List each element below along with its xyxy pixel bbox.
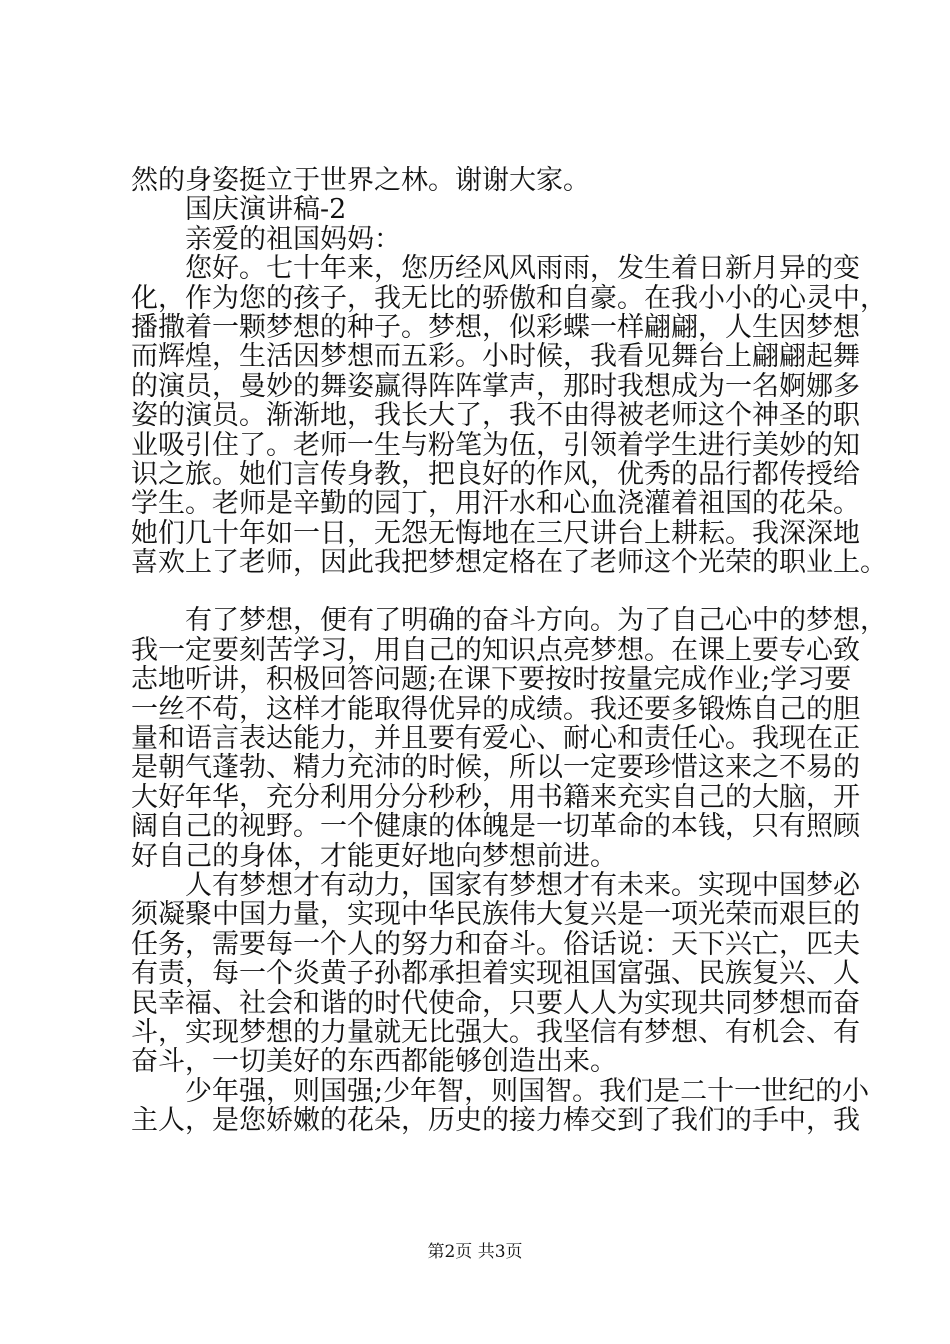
document-body [131, 165, 887, 1137]
text-line: 喜欢上了老师，因此我把梦想定格在了老师这个光荣的职业上。 [131, 547, 887, 579]
paragraph-gap [131, 577, 851, 606]
text-line: 我一定要刻苦学习，用自己的知识点亮梦想。在课上要专心致 [131, 634, 860, 666]
text-line: 大好年华，充分利用分分秒秒，用书籍来充实自己的大脑，开 [131, 781, 860, 813]
text-line: 好自己的身体，才能更好地向梦想前进。 [131, 840, 617, 872]
text-line: 她们几十年如一日，无怨无悔地在三尺讲台上耕耘。我深深地 [131, 517, 860, 549]
page-footer: 第2页 共3页 [427, 1242, 523, 1262]
text-line: 化，作为您的孩子，我无比的骄傲和自豪。在我小小的心灵中， [131, 282, 887, 314]
text-line: 阔自己的视野。一个健康的体魄是一切革命的本钱，只有照顾 [131, 811, 860, 843]
section-title: 国庆演讲稿-2 [185, 194, 347, 226]
text-line: 量和语言表达能力，并且要有爱心、耐心和责任心。我现在正 [131, 723, 860, 755]
text-line: 的演员，曼妙的舞姿赢得阵阵掌声，那时我想成为一名婀娜多 [131, 370, 860, 402]
text-line: 任务，需要每一个人的努力和奋斗。俗话说：天下兴亡，匹夫 [131, 928, 860, 960]
text-line: 斗，实现梦想的力量就无比强大。我坚信有梦想、有机会、有 [131, 1016, 860, 1048]
text-line: 民幸福、社会和谐的时代使命，只要人人为实现共同梦想而奋 [131, 987, 860, 1019]
paragraph-3 [131, 869, 860, 1078]
text-line: 识之旅。她们言传身教，把良好的作风，优秀的品行都传授给 [131, 458, 860, 490]
text-line: 人有梦想才有动力，国家有梦想才有未来。实现中国梦必 [185, 869, 860, 901]
text-line: 志地听讲，积极回答问题;在课下要按时按量完成作业;学习要 [131, 664, 852, 696]
paragraph-2 [131, 605, 887, 872]
paragraph-1 [131, 253, 887, 579]
text-line: 业吸引住了。老师一生与粉笔为伍，引领着学生进行美妙的知 [131, 429, 860, 461]
text-line: 须凝聚中国力量，实现中华民族伟大复兴是一项光荣而艰巨的 [131, 899, 860, 931]
text-line: 主人，是您娇嫩的花朵，历史的接力棒交到了我们的手中，我 [131, 1105, 860, 1137]
text-line: 一丝不苟，这样才能取得优异的成绩。我还要多锻炼自己的胆 [131, 693, 860, 725]
text-line: 有责，每一个炎黄子孙都承担着实现祖国富强、民族复兴、人 [131, 958, 860, 990]
text-line: 播撒着一颗梦想的种子。梦想，似彩蝶一样翩翩，人生因梦想 [131, 311, 860, 343]
text-line: 学生。老师是辛勤的园丁，用汗水和心血浇灌着祖国的花朵。 [131, 488, 860, 520]
text-line: 奋斗，一切美好的东西都能够创造出来。 [131, 1046, 617, 1078]
text-line: 姿的演员。渐渐地，我长大了，我不由得被老师这个神圣的职 [131, 400, 860, 432]
salutation: 亲爱的祖国妈妈： [185, 223, 401, 255]
text-line: 有了梦想，便有了明确的奋斗方向。为了自己心中的梦想， [185, 605, 887, 637]
continuation-line: 然的身姿挺立于世界之林。谢谢大家。 [131, 165, 590, 196]
paragraph-4 [131, 1075, 870, 1137]
text-line: 您好。七十年来，您历经风风雨雨，发生着日新月异的变 [185, 253, 860, 285]
text-line: 少年强，则国强;少年智，则国智。我们是二十一世纪的小 [185, 1075, 870, 1107]
text-line: 而辉煌，生活因梦想而五彩。小时候，我看见舞台上翩翩起舞 [131, 341, 860, 373]
text-line: 是朝气蓬勃、精力充沛的时候，所以一定要珍惜这来之不易的 [131, 752, 860, 784]
